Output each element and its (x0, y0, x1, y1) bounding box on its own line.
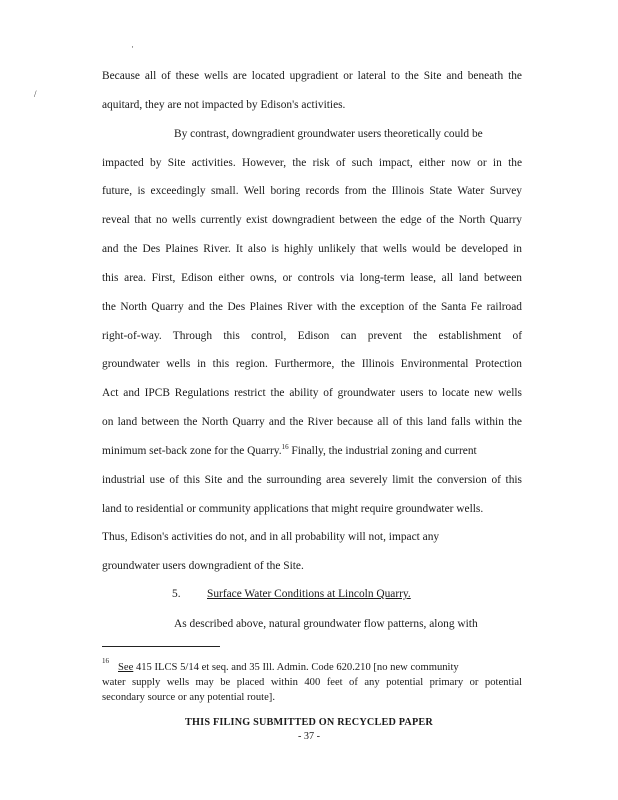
body-line-indented: By contrast, downgradient groundwater users theoretically could be (174, 128, 483, 140)
footnote-line: secondary source or any potential route]. (102, 692, 275, 703)
section-heading: Surface Water Conditions at Lincoln Quarry. (207, 588, 411, 600)
page-number: - 37 - (297, 731, 321, 742)
section-number: 5. (172, 588, 181, 600)
body-line: the North Quarry and the Des Plaines River with the exception of the Santa Fe railroad (102, 301, 522, 313)
body-text: Finally, the industrial zoning and current (288, 445, 477, 457)
footnote-line (118, 661, 522, 674)
body-line: reveal that no wells currently exist downgradient between the edge of the North Quarry (102, 214, 522, 226)
body-line: right-of-way. Through this control, Edison can prevent the establishment of (102, 330, 522, 342)
margin-tick-mark: / (34, 89, 37, 99)
body-line: future, is exceedingly small. Well boring records from the Illinois State Water Survey (102, 185, 522, 197)
body-line: Act and IPCB Regulations restrict the ability of groundwater users to locate new wells (102, 387, 522, 399)
body-line: and the Des Plaines River. It also is highly unlikely that wells would be developed in (102, 243, 522, 255)
body-line: this area. First, Edison either owns, or controls via long-term lease, all land between (102, 272, 522, 284)
body-line: Thus, Edison's activities do not, and in all probability will not, impact any (102, 531, 440, 543)
footnote-separator (102, 646, 220, 647)
scan-speck: · (131, 42, 134, 52)
body-line-indented: As described above, natural groundwater flow patterns, along with (174, 618, 478, 630)
footnote-see-signal: See (118, 662, 134, 673)
body-line: Because all of these wells are located upgradient or lateral to the Site and beneath the (102, 70, 522, 82)
body-line: groundwater users downgradient of the Site. (102, 560, 304, 572)
footnote-line: water supply wells may be placed within 400 feet of any potential primary or potential (102, 677, 522, 688)
body-line: industrial use of this Site and the surrounding area severely limit the conversion of this (102, 474, 522, 486)
body-line: on land between the North Quarry and the River because all of this land falls within the (102, 416, 522, 428)
body-text: minimum set-back zone for the Quarry. (102, 445, 282, 457)
recycled-paper-notice: THIS FILING SUBMITTED ON RECYCLED PAPER (185, 717, 433, 728)
body-line: impacted by Site activities. However, the risk of such impact, either now or in the (102, 157, 522, 169)
body-line-with-footnote-ref (102, 444, 522, 458)
body-line: groundwater wells in this region. Furthermore, the Illinois Environmental Protection (102, 358, 522, 370)
footnote-text: 415 ILCS 5/14 et seq. and 35 Ill. Admin. Code 620.210 [no new community (133, 662, 459, 673)
footnote-number: 16 (102, 657, 109, 665)
footnote-reference: 16 (281, 443, 289, 452)
body-line: aquitard, they are not impacted by Edison's activities. (102, 99, 346, 111)
body-line: land to residential or community applications that might require groundwater wells. (102, 503, 484, 515)
